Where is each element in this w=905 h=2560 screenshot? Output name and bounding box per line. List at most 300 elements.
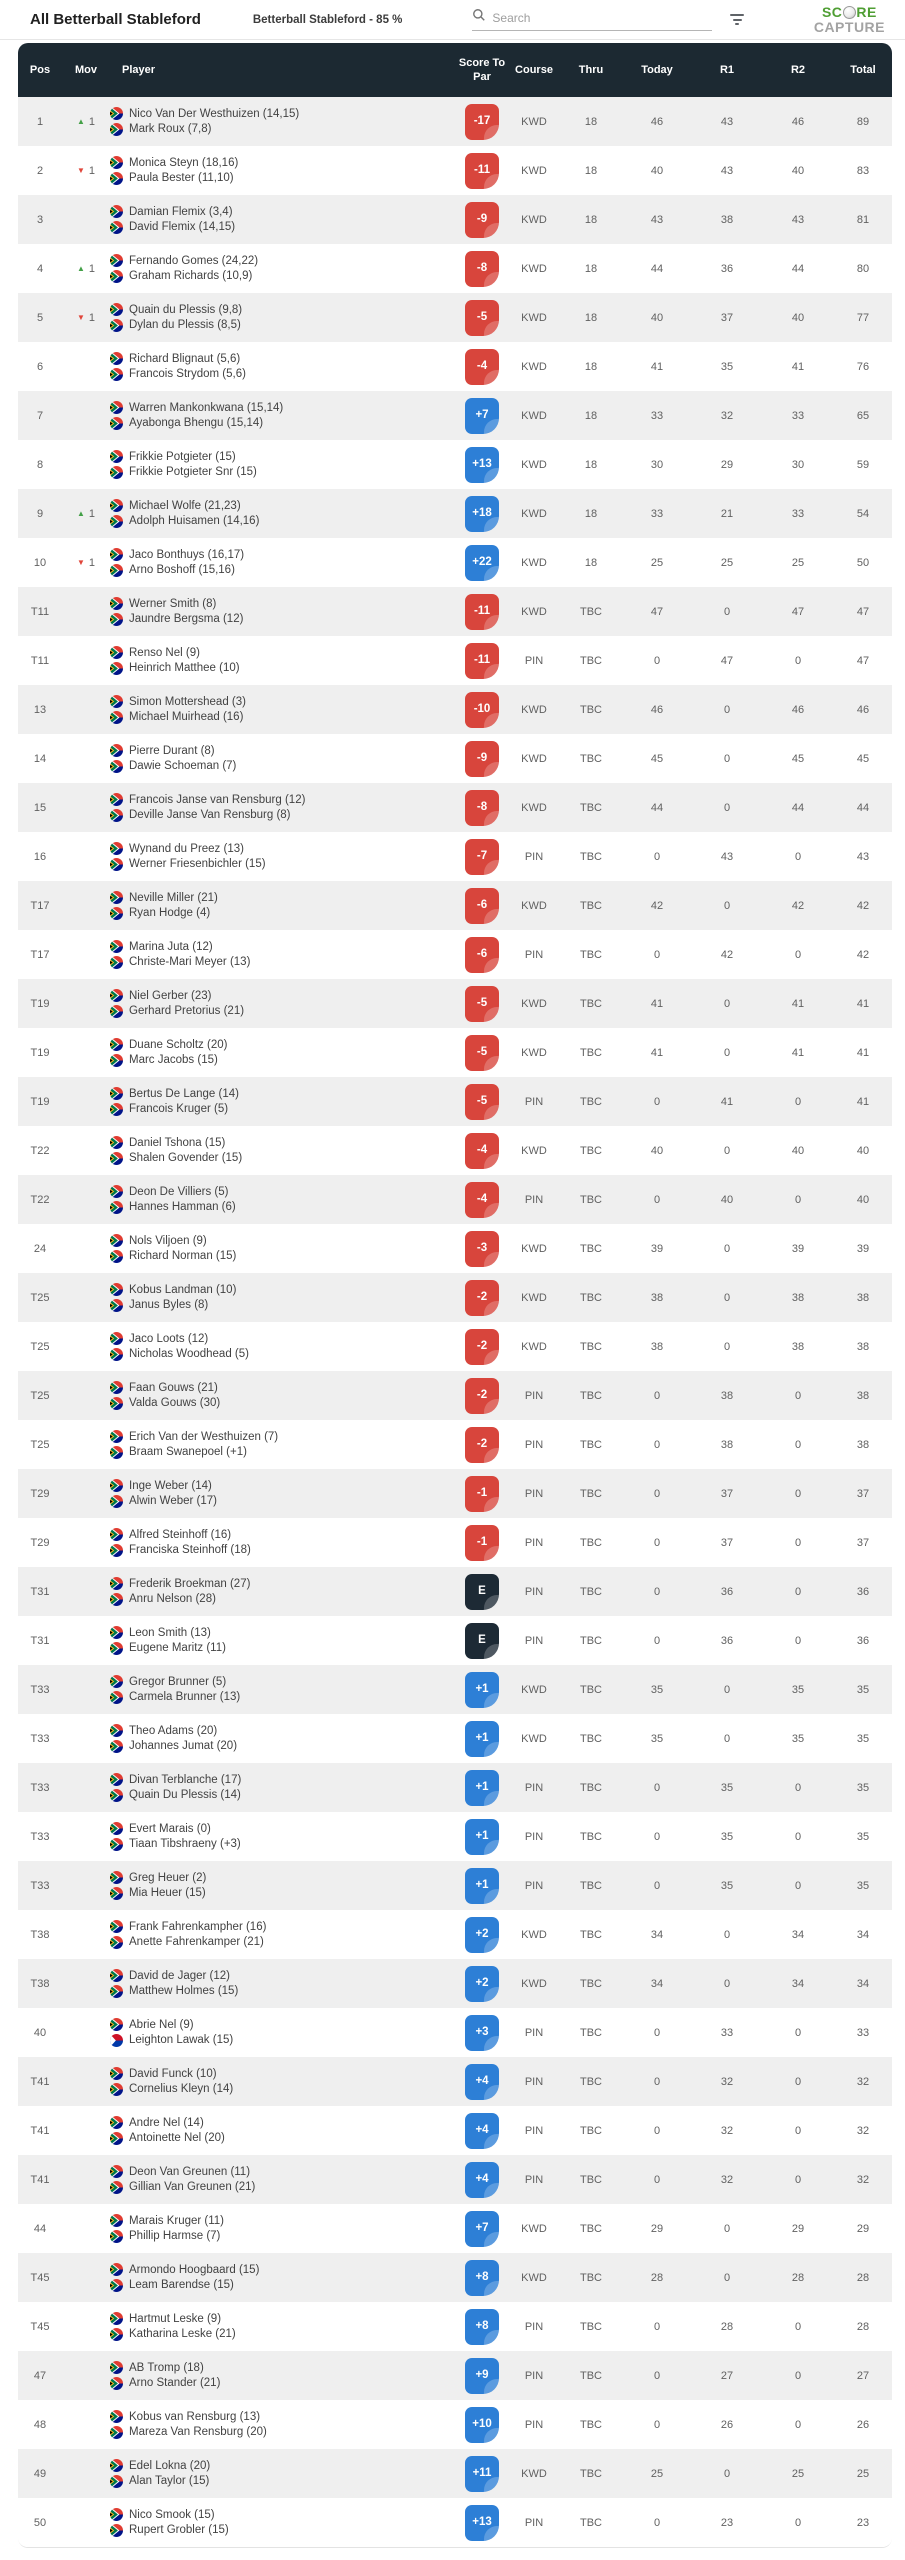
position-cell: T25	[30, 1438, 50, 1451]
player-line	[110, 2328, 456, 2341]
player-line	[110, 1299, 456, 1312]
course-cell: PIN	[524, 1487, 544, 1500]
flag-icon-other	[110, 2034, 123, 2047]
player-cell	[110, 105, 456, 139]
table-row[interactable]	[18, 244, 892, 293]
player-line	[110, 2524, 456, 2537]
score-badge: -11	[465, 594, 499, 630]
course-cell: PIN	[524, 2026, 544, 2039]
thru-cell: 18	[584, 115, 598, 128]
total-cell: 38	[856, 1291, 870, 1304]
player-cell	[110, 1477, 456, 1511]
table-row[interactable]	[18, 832, 892, 881]
player-line	[110, 368, 456, 381]
player-line	[110, 156, 456, 169]
position-cell: T19	[30, 1095, 50, 1108]
flag-icon-south-africa	[110, 1838, 123, 1851]
table-row[interactable]	[18, 2302, 892, 2351]
table-row[interactable]	[18, 685, 892, 734]
search-box[interactable]	[472, 8, 712, 31]
player-line	[110, 2361, 456, 2374]
table-row[interactable]	[18, 2400, 892, 2449]
r1-cell: 38	[720, 213, 734, 226]
table-row[interactable]	[18, 1812, 892, 1861]
today-cell: 0	[653, 1634, 661, 1647]
course-cell: KWD	[521, 1144, 547, 1157]
player-line	[110, 907, 456, 920]
flag-icon-south-africa	[110, 450, 123, 463]
player-name: Marc Jacobs (15)	[129, 1054, 218, 1067]
position-cell: 49	[33, 2467, 47, 2480]
total-cell: 38	[856, 1438, 870, 1451]
table-row[interactable]	[18, 1126, 892, 1175]
table-row[interactable]	[18, 1959, 892, 2008]
player-name: Francois Kruger (5)	[129, 1103, 229, 1116]
player-cell	[110, 2506, 456, 2540]
flag-icon-south-africa	[110, 1479, 123, 1492]
thru-cell: TBC	[580, 1830, 602, 1843]
score-badge: -5	[465, 1035, 499, 1071]
table-row[interactable]	[18, 97, 892, 146]
player-name: Francois Strydom (5,6)	[129, 368, 246, 381]
player-name: Arno Boshoff (15,16)	[129, 564, 235, 577]
table-row[interactable]	[18, 1175, 892, 1224]
movement-cell	[62, 116, 110, 128]
flag-icon-south-africa	[110, 907, 123, 920]
flag-icon-south-africa	[110, 1626, 123, 1639]
player-name: Damian Flemix (3,4)	[129, 205, 233, 218]
course-cell: KWD	[521, 1683, 547, 1696]
flag-icon-south-africa	[110, 303, 123, 316]
player-line	[110, 2426, 456, 2439]
player-line	[110, 1250, 456, 1263]
score-badge: -9	[465, 202, 499, 238]
r1-cell: 35	[720, 1781, 734, 1794]
total-cell: 36	[856, 1585, 870, 1598]
flag-icon-south-africa	[110, 1887, 123, 1900]
score-cell	[456, 251, 508, 287]
r2-cell: 46	[791, 115, 805, 128]
r2-cell: 0	[794, 1193, 802, 1206]
position-cell: T25	[30, 1291, 50, 1304]
table-row[interactable]	[18, 979, 892, 1028]
flag-icon-south-africa	[110, 221, 123, 234]
score-badge: -8	[465, 790, 499, 826]
score-capture-logo	[814, 5, 885, 34]
thru-cell: TBC	[580, 2026, 602, 2039]
player-cell	[110, 497, 456, 531]
player-line	[110, 2377, 456, 2390]
player-line	[110, 1185, 456, 1198]
player-name: Mia Heuer (15)	[129, 1887, 206, 1900]
score-badge: +4	[465, 2162, 499, 2198]
player-name: Andre Nel (14)	[129, 2116, 204, 2129]
player-line	[110, 123, 456, 136]
table-row[interactable]	[18, 1665, 892, 1714]
score-badge: +1	[465, 1721, 499, 1757]
position-cell: 2	[36, 164, 44, 177]
table-row[interactable]	[18, 146, 892, 195]
table-row[interactable]	[18, 1714, 892, 1763]
score-cell	[456, 1427, 508, 1463]
table-row[interactable]	[18, 293, 892, 342]
flag-icon-south-africa	[110, 2475, 123, 2488]
score-cell	[456, 398, 508, 434]
position-cell: T11	[30, 654, 50, 667]
r1-cell: 27	[720, 2369, 734, 2382]
r1-cell: 29	[720, 458, 734, 471]
table-row[interactable]	[18, 2155, 892, 2204]
flag-icon-south-africa	[110, 2132, 123, 2145]
table-row[interactable]	[18, 1420, 892, 1469]
position-cell: T45	[30, 2271, 50, 2284]
table-row[interactable]	[18, 2008, 892, 2057]
course-cell: PIN	[524, 2320, 544, 2333]
r2-cell: 0	[794, 2418, 802, 2431]
today-cell: 0	[653, 2418, 661, 2431]
player-line	[110, 1054, 456, 1067]
score-badge: +2	[465, 1917, 499, 1953]
r2-cell: 41	[791, 1046, 805, 1059]
thru-cell: TBC	[580, 2369, 602, 2382]
flag-icon-south-africa	[110, 1430, 123, 1443]
table-row[interactable]	[18, 636, 892, 685]
total-cell: 39	[856, 1242, 870, 1255]
r2-cell: 41	[791, 360, 805, 373]
total-cell: 32	[856, 2173, 870, 2186]
thru-cell: TBC	[580, 605, 602, 618]
thru-cell: TBC	[580, 1340, 602, 1353]
score-cell	[456, 2407, 508, 2443]
player-name: Divan Terblanche (17)	[129, 1773, 242, 1786]
table-row[interactable]	[18, 1518, 892, 1567]
today-cell: 0	[653, 1438, 661, 1451]
position-cell: T33	[30, 1830, 50, 1843]
flag-icon-south-africa	[110, 1348, 123, 1361]
flag-icon-south-africa	[110, 1822, 123, 1835]
table-row[interactable]	[18, 734, 892, 783]
thru-cell: TBC	[580, 850, 602, 863]
thru-cell: TBC	[580, 2467, 602, 2480]
movement-cell	[62, 165, 110, 177]
table-row[interactable]	[18, 1077, 892, 1126]
player-line	[110, 352, 456, 365]
thru-cell: 18	[584, 262, 598, 275]
player-line	[110, 303, 456, 316]
course-cell: PIN	[524, 1193, 544, 1206]
player-cell	[110, 2261, 456, 2295]
player-cell	[110, 1183, 456, 1217]
position-cell: 40	[33, 2026, 47, 2039]
table-row[interactable]	[18, 1224, 892, 1273]
table-row[interactable]	[18, 342, 892, 391]
flag-icon-south-africa	[110, 564, 123, 577]
flag-icon-south-africa	[110, 744, 123, 757]
table-row[interactable]	[18, 2253, 892, 2302]
score-cell	[456, 1721, 508, 1757]
position-cell: T41	[30, 2124, 50, 2137]
table-row[interactable]	[18, 1910, 892, 1959]
column-header-total: Total	[850, 64, 876, 76]
column-header-r2: R2	[790, 64, 806, 76]
table-row[interactable]	[18, 2498, 892, 2547]
flag-icon-south-africa	[110, 1920, 123, 1933]
thru-cell: TBC	[580, 1389, 602, 1402]
score-badge: E	[465, 1623, 499, 1659]
player-name: Bertus De Lange (14)	[129, 1087, 239, 1100]
score-cell	[456, 1819, 508, 1855]
player-line	[110, 270, 456, 283]
player-name: Alfred Steinhoff (16)	[129, 1528, 232, 1541]
course-cell: PIN	[524, 2075, 544, 2088]
player-line	[110, 2214, 456, 2227]
player-line	[110, 842, 456, 855]
total-cell: 44	[856, 801, 870, 814]
score-cell	[456, 2505, 508, 2541]
table-row[interactable]	[18, 587, 892, 636]
flag-icon-south-africa	[110, 499, 123, 512]
thru-cell: TBC	[580, 1046, 602, 1059]
position-cell: 50	[33, 2516, 47, 2529]
player-line	[110, 613, 456, 626]
total-cell: 45	[856, 752, 870, 765]
player-line	[110, 1724, 456, 1737]
table-row[interactable]	[18, 2351, 892, 2400]
table-row[interactable]	[18, 1567, 892, 1616]
flag-icon-south-africa	[110, 107, 123, 120]
today-cell: 35	[650, 1732, 664, 1745]
flag-icon-south-africa	[110, 2361, 123, 2374]
player-line	[110, 2165, 456, 2178]
thru-cell: TBC	[580, 1977, 602, 1990]
course-cell: KWD	[521, 458, 547, 471]
table-row[interactable]	[18, 2204, 892, 2253]
total-cell: 41	[856, 1046, 870, 1059]
r1-cell: 23	[720, 2516, 734, 2529]
r2-cell: 0	[794, 2369, 802, 2382]
table-row[interactable]	[18, 1322, 892, 1371]
today-cell: 0	[653, 948, 661, 961]
position-cell: T29	[30, 1536, 50, 1549]
player-line	[110, 1495, 456, 1508]
player-name: Richard Norman (15)	[129, 1250, 237, 1263]
score-cell	[456, 1280, 508, 1316]
filter-icon[interactable]	[726, 10, 748, 29]
player-name: Mareza Van Rensburg (20)	[129, 2426, 267, 2439]
player-line	[110, 597, 456, 610]
position-cell: 44	[33, 2222, 47, 2235]
r2-cell: 25	[791, 2467, 805, 2480]
player-name: Greg Heuer (2)	[129, 1871, 207, 1884]
player-name: Leighton Lawak (15)	[129, 2034, 234, 2047]
position-cell: T31	[30, 1634, 50, 1647]
player-name: Deon Van Greunen (11)	[129, 2165, 251, 2178]
flag-icon-south-africa	[110, 1740, 123, 1753]
thru-cell: 18	[584, 458, 598, 471]
table-row[interactable]	[18, 1371, 892, 1420]
total-cell: 32	[856, 2124, 870, 2137]
today-cell: 0	[653, 1585, 661, 1598]
course-cell: PIN	[524, 1389, 544, 1402]
position-cell: T19	[30, 997, 50, 1010]
score-cell	[456, 300, 508, 336]
r1-cell: 0	[723, 1291, 731, 1304]
player-name: Gillian Van Greunen (21)	[129, 2181, 256, 2194]
player-line	[110, 1528, 456, 1541]
score-badge: -2	[465, 1378, 499, 1414]
player-line	[110, 1201, 456, 1214]
column-header-score-to-par: Score To Par	[458, 56, 506, 83]
table-row[interactable]	[18, 391, 892, 440]
today-cell: 38	[650, 1291, 664, 1304]
r2-cell: 40	[791, 1144, 805, 1157]
search-input[interactable]	[492, 11, 712, 25]
today-cell: 0	[653, 1536, 661, 1549]
player-name: Alwin Weber (17)	[129, 1495, 217, 1508]
course-cell: PIN	[524, 2173, 544, 2186]
score-badge: +1	[465, 1770, 499, 1806]
player-name: Marais Kruger (11)	[129, 2214, 225, 2227]
player-name: Frikkie Potgieter (15)	[129, 450, 236, 463]
player-cell	[110, 595, 456, 629]
total-cell: 81	[856, 213, 870, 226]
course-cell: KWD	[521, 360, 547, 373]
total-cell: 33	[856, 2026, 870, 2039]
r1-cell: 37	[720, 1487, 734, 1500]
course-cell: PIN	[524, 948, 544, 961]
table-row[interactable]	[18, 1273, 892, 1322]
player-line	[110, 711, 456, 724]
thru-cell: TBC	[580, 1634, 602, 1647]
table-row[interactable]	[18, 1763, 892, 1812]
position-cell: 48	[33, 2418, 47, 2431]
player-line	[110, 1152, 456, 1165]
player-cell	[110, 448, 456, 482]
player-cell	[110, 2016, 456, 2050]
table-row[interactable]	[18, 440, 892, 489]
table-row[interactable]	[18, 538, 892, 587]
player-line	[110, 989, 456, 1002]
flag-icon-south-africa	[110, 793, 123, 806]
player-line	[110, 1381, 456, 1394]
table-row[interactable]	[18, 1028, 892, 1077]
player-cell	[110, 1820, 456, 1854]
today-cell: 0	[653, 1487, 661, 1500]
flag-icon-south-africa	[110, 711, 123, 724]
r2-cell: 34	[791, 1977, 805, 1990]
search-icon	[472, 8, 486, 27]
table-row[interactable]	[18, 1861, 892, 1910]
score-cell	[456, 1966, 508, 2002]
player-name: Nico Smook (15)	[129, 2508, 215, 2521]
player-line	[110, 760, 456, 773]
r2-cell: 0	[794, 654, 802, 667]
position-cell: T17	[30, 899, 50, 912]
flag-icon-south-africa	[110, 2083, 123, 2096]
table-row[interactable]	[18, 1469, 892, 1518]
r1-cell: 32	[720, 409, 734, 422]
total-cell: 37	[856, 1536, 870, 1549]
flag-icon-south-africa	[110, 1381, 123, 1394]
player-line	[110, 499, 456, 512]
r2-cell: 47	[791, 605, 805, 618]
player-name: Simon Mottershead (3)	[129, 695, 246, 708]
today-cell: 41	[650, 1046, 664, 1059]
r1-cell: 0	[723, 2222, 731, 2235]
thru-cell: 18	[584, 311, 598, 324]
player-name: Deon De Villiers (5)	[129, 1185, 229, 1198]
player-cell	[110, 546, 456, 580]
player-cell	[110, 154, 456, 188]
table-row[interactable]	[18, 930, 892, 979]
flag-icon-south-africa	[110, 1577, 123, 1590]
thru-cell: TBC	[580, 1781, 602, 1794]
thru-cell: 18	[584, 409, 598, 422]
table-row[interactable]	[18, 195, 892, 244]
table-row[interactable]	[18, 783, 892, 832]
competition-selector[interactable]: Betterball Stableford - 85 %	[252, 13, 403, 26]
table-row[interactable]	[18, 2106, 892, 2155]
course-cell: PIN	[524, 1830, 544, 1843]
table-row[interactable]	[18, 2057, 892, 2106]
movement-up-icon: ▲	[76, 508, 85, 518]
flag-icon-south-africa	[110, 515, 123, 528]
player-name: Hannes Hamman (6)	[129, 1201, 236, 1214]
table-row[interactable]	[18, 489, 892, 538]
position-cell: T29	[30, 1487, 50, 1500]
score-cell	[456, 545, 508, 581]
thru-cell: TBC	[580, 1683, 602, 1696]
score-badge: +13	[465, 447, 499, 483]
score-badge: -6	[465, 937, 499, 973]
thru-cell: TBC	[580, 2516, 602, 2529]
table-row[interactable]	[18, 1616, 892, 1665]
table-row[interactable]	[18, 2449, 892, 2498]
movement-value: 1	[88, 556, 96, 569]
today-cell: 42	[650, 899, 664, 912]
score-badge: -11	[465, 153, 499, 189]
r1-cell: 38	[720, 1438, 734, 1451]
score-cell	[456, 1770, 508, 1806]
flag-icon-south-africa	[110, 2181, 123, 2194]
course-cell: KWD	[521, 164, 547, 177]
today-cell: 35	[650, 1683, 664, 1696]
player-line	[110, 744, 456, 757]
r1-cell: 0	[723, 703, 731, 716]
flag-icon-south-africa	[110, 1691, 123, 1704]
course-cell: KWD	[521, 115, 547, 128]
thru-cell: 18	[584, 556, 598, 569]
player-line	[110, 2475, 456, 2488]
table-row[interactable]	[18, 881, 892, 930]
total-cell: 47	[856, 654, 870, 667]
player-cell	[110, 791, 456, 825]
player-line	[110, 1626, 456, 1639]
player-name: Anette Fahrenkamper (21)	[129, 1936, 264, 1949]
r1-cell: 33	[720, 2026, 734, 2039]
course-cell: PIN	[524, 1781, 544, 1794]
score-badge: E	[465, 1574, 499, 1610]
flag-icon-south-africa	[110, 1152, 123, 1165]
score-badge: -9	[465, 741, 499, 777]
total-cell: 34	[856, 1928, 870, 1941]
position-cell: T45	[30, 2320, 50, 2333]
today-cell: 44	[650, 801, 664, 814]
player-name: Ryan Hodge (4)	[129, 907, 211, 920]
player-name: Adolph Huisamen (14,16)	[129, 515, 260, 528]
flag-icon-south-africa	[110, 1789, 123, 1802]
player-name: Tiaan Tibshraeny (+3)	[129, 1838, 241, 1851]
